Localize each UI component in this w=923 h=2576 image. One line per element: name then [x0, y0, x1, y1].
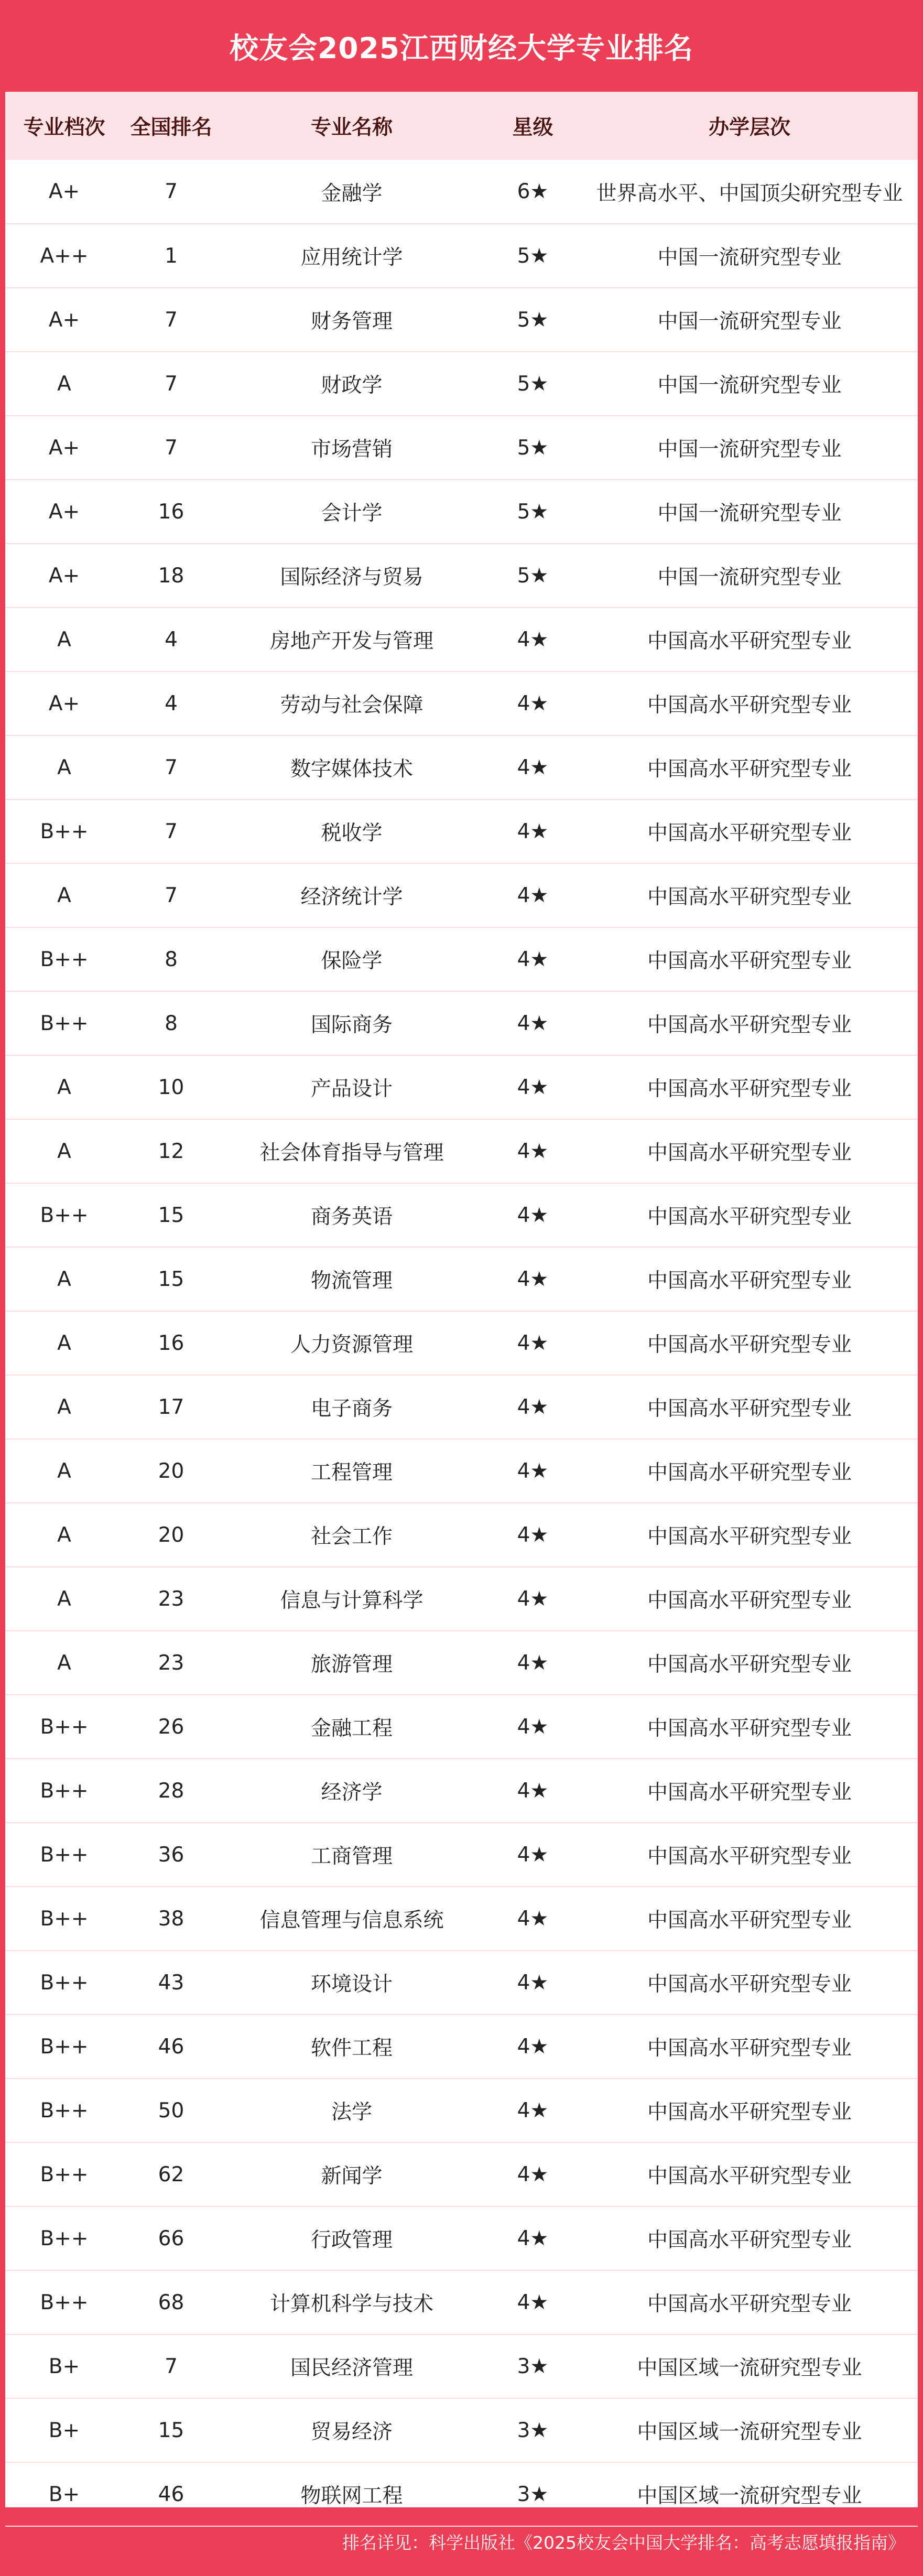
cell-level: 中国一流研究型专业: [657, 566, 842, 589]
cell-rank: 28: [158, 1779, 184, 1803]
cell-major: 税收学: [321, 821, 383, 845]
table-row: [5, 1823, 918, 1887]
cell-stars: 5★: [517, 500, 549, 524]
cell-rank: 17: [158, 1395, 184, 1419]
table-row: [5, 1567, 918, 1631]
cell-grade: A: [57, 1139, 71, 1163]
cell-stars: 4★: [517, 1331, 549, 1355]
cell-rank: 1: [165, 244, 178, 268]
cell-grade: B++: [40, 2034, 89, 2059]
ranking-table-panel: [5, 92, 918, 2507]
cell-rank: 16: [158, 500, 184, 524]
table-row: [5, 1055, 918, 1119]
cell-major: 物联网工程: [300, 2484, 403, 2508]
table-row: [5, 1247, 918, 1311]
cell-grade: A+: [48, 564, 80, 588]
cell-grade: B+: [48, 2418, 80, 2442]
cell-level: 中国一流研究型专业: [657, 438, 842, 461]
cell-level: 中国高水平研究型专业: [647, 949, 852, 973]
cell-level: 中国高水平研究型专业: [647, 1781, 852, 1804]
cell-grade: B++: [40, 1203, 89, 1227]
cell-level: 中国高水平研究型专业: [647, 1397, 852, 1421]
cell-rank: 7: [165, 308, 178, 332]
table-row: [5, 1951, 918, 2015]
cell-grade: A: [57, 1459, 71, 1483]
cell-grade: B++: [40, 2162, 89, 2187]
cell-stars: 5★: [517, 308, 549, 332]
cell-rank: 43: [158, 1971, 184, 1995]
cell-grade: B++: [40, 947, 89, 971]
cell-level: 中国高水平研究型专业: [647, 1269, 852, 1293]
table-row: [5, 224, 918, 288]
cell-level: 中国高水平研究型专业: [647, 821, 852, 845]
cell-level: 中国高水平研究型专业: [647, 1333, 852, 1357]
cell-stars: 4★: [517, 2162, 549, 2187]
cell-rank: 50: [158, 2098, 184, 2123]
cell-level: 中国区域一流研究型专业: [637, 2420, 862, 2444]
cell-stars: 4★: [517, 1267, 549, 1291]
table-row: [5, 160, 918, 224]
cell-level: 中国高水平研究型专业: [647, 1205, 852, 1229]
cell-level: 中国高水平研究型专业: [647, 694, 852, 717]
cell-major: 信息与计算科学: [280, 1589, 424, 1612]
cell-stars: 4★: [517, 1523, 549, 1547]
cell-level: 中国高水平研究型专业: [647, 2292, 852, 2316]
cell-stars: 4★: [517, 883, 549, 907]
table-row: [5, 416, 918, 480]
cell-major: 行政管理: [310, 2228, 393, 2252]
table-row: [5, 352, 918, 416]
cell-stars: 4★: [517, 947, 549, 971]
cell-rank: 7: [165, 180, 178, 203]
cell-grade: A: [57, 1523, 71, 1547]
table-row: [5, 1375, 918, 1439]
cell-stars: 4★: [517, 1139, 549, 1163]
cell-level: 中国一流研究型专业: [657, 310, 842, 333]
cell-major: 软件工程: [310, 2037, 393, 2060]
table-row: [5, 1439, 918, 1503]
cell-level: 中国区域一流研究型专业: [637, 2356, 862, 2380]
cell-major: 新闻学: [321, 2164, 383, 2188]
cell-rank: 7: [165, 2354, 178, 2378]
cell-major: 旅游管理: [310, 1653, 393, 1676]
cell-rank: 26: [158, 1715, 184, 1739]
cell-stars: 4★: [517, 2098, 549, 2123]
table-row: [5, 1759, 918, 1823]
cell-rank: 46: [158, 2034, 184, 2059]
cell-grade: B++: [40, 2290, 89, 2314]
cell-rank: 15: [158, 1203, 184, 1227]
cell-grade: A: [57, 883, 71, 907]
cell-level: 中国高水平研究型专业: [647, 1909, 852, 1932]
cell-grade: A: [57, 627, 71, 652]
cell-grade: B++: [40, 1907, 89, 1931]
table-row: [5, 2206, 918, 2270]
cell-rank: 46: [158, 2482, 184, 2506]
cell-level: 中国高水平研究型专业: [647, 1973, 852, 1996]
table-row: [5, 927, 918, 991]
table-row: [5, 2334, 918, 2398]
cell-rank: 7: [165, 372, 178, 396]
cell-rank: 18: [158, 564, 184, 588]
cell-grade: B+: [48, 2482, 80, 2506]
cell-major: 计算机科学与技术: [269, 2292, 433, 2316]
cell-stars: 4★: [517, 1715, 549, 1739]
cell-stars: 4★: [517, 1907, 549, 1931]
cell-major: 人力资源管理: [290, 1333, 413, 1357]
cell-level: 中国高水平研究型专业: [647, 2037, 852, 2060]
cell-major: 贸易经济: [310, 2420, 393, 2444]
cell-stars: 4★: [517, 1459, 549, 1483]
cell-stars: 4★: [517, 1075, 549, 1099]
cell-level: 中国一流研究型专业: [657, 502, 842, 525]
cell-major: 法学: [331, 2101, 372, 2124]
cell-stars: 4★: [517, 755, 549, 780]
table-row: [5, 1887, 918, 1951]
cell-grade: A: [57, 1651, 71, 1675]
header-row: [5, 92, 918, 160]
cell-level: 世界高水平、中国顶尖研究型专业: [596, 181, 903, 205]
column-header-rank: 全国排名: [130, 116, 212, 139]
cell-stars: 4★: [517, 2034, 549, 2059]
cell-major: 社会体育指导与管理: [259, 1141, 444, 1165]
cell-level: 中国高水平研究型专业: [647, 2164, 852, 2188]
cell-stars: 5★: [517, 564, 549, 588]
cell-grade: A+: [48, 691, 80, 716]
table-header: [5, 92, 918, 160]
cell-stars: 4★: [517, 1651, 549, 1675]
cell-level: 中国高水平研究型专业: [647, 885, 852, 909]
cell-major: 金融学: [321, 181, 383, 205]
table-row: [5, 1695, 918, 1759]
cell-level: 中国高水平研究型专业: [647, 1589, 852, 1612]
column-header-grade: 专业档次: [23, 116, 105, 139]
column-header-stars: 星级: [512, 116, 553, 139]
cell-stars: 5★: [517, 244, 549, 268]
cell-grade: A: [57, 1331, 71, 1355]
cell-major: 经济学: [321, 1781, 383, 1804]
cell-grade: B+: [48, 2354, 80, 2378]
cell-grade: A+: [48, 180, 80, 203]
table-row: [5, 1183, 918, 1247]
cell-major: 国民经济管理: [290, 2356, 413, 2380]
cell-grade: B++: [40, 1843, 89, 1867]
table-row: [5, 2398, 918, 2462]
cell-level: 中国高水平研究型专业: [647, 2228, 852, 2252]
table-row: [5, 1503, 918, 1567]
table-row: [5, 1631, 918, 1695]
cell-grade: A+: [48, 308, 80, 332]
cell-level: 中国高水平研究型专业: [647, 757, 852, 781]
cell-rank: 10: [158, 1075, 184, 1099]
cell-stars: 4★: [517, 1203, 549, 1227]
cell-rank: 68: [158, 2290, 184, 2314]
cell-rank: 4: [165, 627, 178, 652]
table-row: [5, 991, 918, 1055]
cell-rank: 38: [158, 1907, 184, 1931]
cell-rank: 7: [165, 883, 178, 907]
cell-grade: A: [57, 1395, 71, 1419]
cell-grade: B++: [40, 1971, 89, 1995]
cell-grade: B++: [40, 1715, 89, 1739]
cell-stars: 3★: [517, 2354, 549, 2378]
cell-stars: 3★: [517, 2418, 549, 2442]
cell-grade: B++: [40, 1779, 89, 1803]
cell-stars: 4★: [517, 1843, 549, 1867]
table-row: [5, 2270, 918, 2334]
cell-level: 中国高水平研究型专业: [647, 2101, 852, 2124]
cell-grade: A: [57, 1075, 71, 1099]
cell-major: 国际商务: [310, 1013, 393, 1037]
cell-rank: 23: [158, 1651, 184, 1675]
cell-level: 中国高水平研究型专业: [647, 630, 852, 653]
cell-level: 中国高水平研究型专业: [647, 1013, 852, 1037]
cell-major: 保险学: [321, 949, 383, 973]
cell-rank: 20: [158, 1459, 184, 1483]
cell-grade: A+: [48, 436, 80, 460]
cell-grade: A+: [48, 500, 80, 524]
table-row: [5, 480, 918, 544]
cell-major: 财政学: [321, 374, 383, 397]
table-row: [5, 288, 918, 352]
cell-rank: 23: [158, 1587, 184, 1611]
column-header-level: 办学层次: [708, 116, 790, 139]
cell-stars: 4★: [517, 627, 549, 652]
cell-rank: 36: [158, 1843, 184, 1867]
cell-stars: 4★: [517, 2290, 549, 2314]
cell-rank: 15: [158, 1267, 184, 1291]
cell-grade: A: [57, 1587, 71, 1611]
cell-stars: 4★: [517, 691, 549, 716]
cell-stars: 4★: [517, 819, 549, 843]
table-row: [5, 2142, 918, 2206]
cell-major: 房地产开发与管理: [269, 630, 433, 653]
cell-major: 会计学: [321, 502, 383, 525]
table-row: [5, 863, 918, 927]
cell-major: 环境设计: [310, 1973, 393, 1996]
cell-major: 工商管理: [310, 1845, 393, 1868]
cell-major: 数字媒体技术: [290, 757, 413, 781]
table-body: [5, 160, 918, 2526]
cell-major: 商务英语: [310, 1205, 393, 1229]
cell-stars: 4★: [517, 1011, 549, 1035]
table-row: [5, 544, 918, 608]
table-row: [5, 2015, 918, 2079]
cell-level: 中国高水平研究型专业: [647, 1077, 852, 1101]
cell-major: 物流管理: [310, 1269, 393, 1293]
cell-rank: 62: [158, 2162, 184, 2187]
cell-stars: 5★: [517, 436, 549, 460]
cell-stars: 3★: [517, 2482, 549, 2506]
cell-level: 中国高水平研究型专业: [647, 1845, 852, 1868]
cell-rank: 7: [165, 819, 178, 843]
cell-level: 中国高水平研究型专业: [647, 1525, 852, 1549]
table-row: [5, 672, 918, 735]
cell-stars: 4★: [517, 1779, 549, 1803]
cell-level: 中国高水平研究型专业: [647, 1461, 852, 1485]
cell-rank: 7: [165, 755, 178, 780]
cell-major: 信息管理与信息系统: [259, 1909, 444, 1932]
cell-grade: B++: [40, 819, 89, 843]
cell-major: 产品设计: [310, 1077, 393, 1101]
cell-major: 劳动与社会保障: [280, 694, 424, 717]
table-row: [5, 2079, 918, 2142]
table-row: [5, 735, 918, 799]
cell-major: 金融工程: [310, 1717, 393, 1740]
cell-rank: 20: [158, 1523, 184, 1547]
cell-grade: A++: [40, 244, 89, 268]
source-note: 排名详见：科学出版社《2025校友会中国大学排名：高考志愿填报指南》: [342, 2532, 905, 2553]
cell-major: 经济统计学: [300, 885, 403, 909]
cell-rank: 66: [158, 2226, 184, 2250]
cell-major: 电子商务: [310, 1397, 393, 1421]
cell-rank: 8: [165, 1011, 178, 1035]
cell-major: 财务管理: [310, 310, 393, 333]
cell-level: 中国区域一流研究型专业: [637, 2484, 862, 2508]
cell-rank: 7: [165, 436, 178, 460]
cell-stars: 6★: [517, 180, 549, 203]
table-row: [5, 1119, 918, 1183]
cell-stars: 4★: [517, 1395, 549, 1419]
cell-level: 中国高水平研究型专业: [647, 1141, 852, 1165]
cell-grade: B++: [40, 2098, 89, 2123]
cell-stars: 4★: [517, 1587, 549, 1611]
cell-major: 市场营销: [310, 438, 393, 461]
cell-major: 应用统计学: [300, 246, 403, 269]
cell-grade: A: [57, 372, 71, 396]
cell-rank: 4: [165, 691, 178, 716]
cell-grade: A: [57, 755, 71, 780]
cell-rank: 8: [165, 947, 178, 971]
cell-level: 中国一流研究型专业: [657, 246, 842, 269]
table-row: [5, 1311, 918, 1375]
column-header-major: 专业名称: [310, 116, 393, 139]
cell-stars: 4★: [517, 1971, 549, 1995]
cell-level: 中国高水平研究型专业: [647, 1717, 852, 1740]
cell-grade: A: [57, 1267, 71, 1291]
cell-major: 工程管理: [310, 1461, 393, 1485]
cell-stars: 4★: [517, 2226, 549, 2250]
cell-level: 中国一流研究型专业: [657, 374, 842, 397]
table-row: [5, 799, 918, 863]
ranking-table: [5, 92, 918, 2527]
table-row: [5, 608, 918, 672]
cell-major: 社会工作: [310, 1525, 393, 1549]
cell-grade: B++: [40, 2226, 89, 2250]
cell-rank: 15: [158, 2418, 184, 2442]
cell-grade: B++: [40, 1011, 89, 1035]
cell-major: 国际经济与贸易: [280, 566, 424, 589]
cell-rank: 16: [158, 1331, 184, 1355]
page-title: 校友会2025江西财经大学专业排名: [229, 31, 694, 65]
cell-level: 中国高水平研究型专业: [647, 1653, 852, 1676]
cell-rank: 12: [158, 1139, 184, 1163]
cell-stars: 5★: [517, 372, 549, 396]
